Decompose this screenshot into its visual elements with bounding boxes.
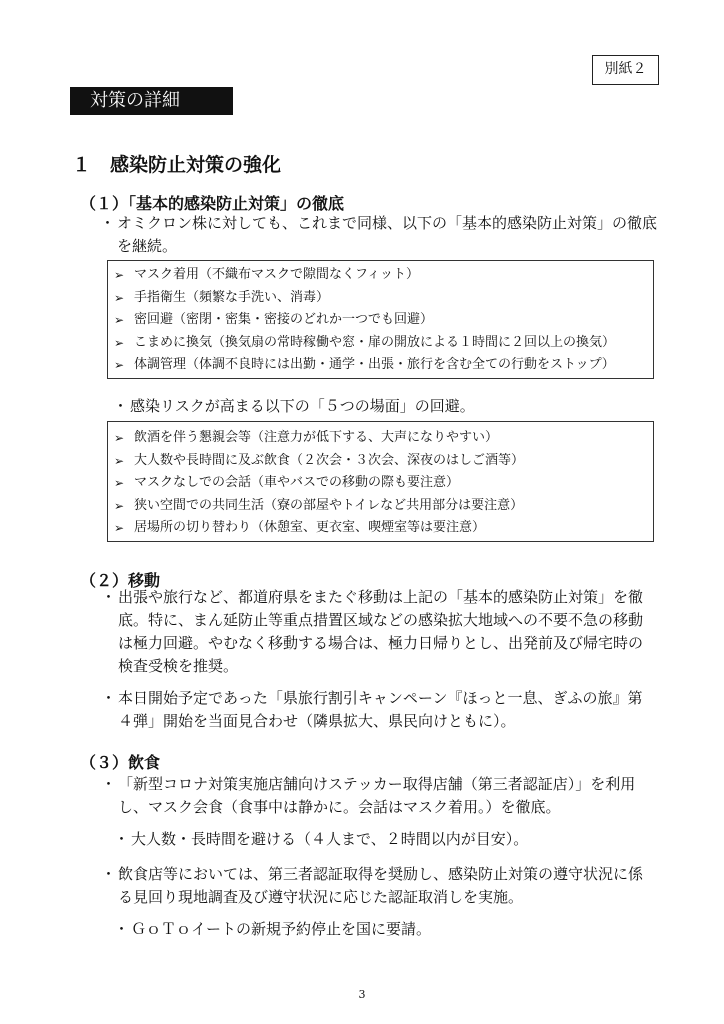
arrow-bullet-icon: ➢	[114, 431, 125, 445]
list-item: ➢ マスクなしでの会話（車やバスでの移動の際も要注意）	[108, 472, 653, 495]
intro-paragraph: ・ オミクロン株に対しても、これまで同様、以下の「基本的感染防止対策」の徹底を継続。	[100, 214, 658, 255]
page-title: 対策の詳細	[70, 87, 233, 115]
list-item: ➢ こまめに換気（換気扇の常時稼働や窓・扉の開放による１時間に２回以上の換気）	[108, 332, 653, 355]
list-item: ➢ 大人数や長時間に及ぶ飲食（２次会・３次会、深夜のはしご酒等）	[108, 450, 653, 473]
scenes-intro: ・ 感染リスクが高まる以下の「５つの場面」の回避。	[130, 395, 650, 418]
arrow-bullet-icon: ➢	[114, 453, 125, 468]
list-item: ➢ 飲酒を伴う懇親会等（注意力が低下する、大声になりやすい）	[108, 427, 653, 450]
dining-paragraph-1: ・ 「新型コロナ対策実施店舗向けステッカー取得店舗（第三者認証店）」を利用し、マスク会食（食事中は静かに。会話はマスク着用。）を徹底。	[101, 775, 636, 816]
arrow-bullet-icon: ➢	[114, 335, 125, 350]
subsection-heading-1: （１）「基本的感染防止対策」の徹底	[80, 194, 345, 213]
page-number: 3	[358, 988, 366, 1001]
list-item: ➢ 手指衛生（頻繁な手洗い、消毒）	[108, 287, 653, 310]
dining-paragraph-4: ・ ＧｏＴｏイートの新規予約停止を国に要請。	[131, 918, 651, 941]
bullet: ・	[101, 689, 117, 707]
movement-paragraph-2: ・ 本日開始予定であった「県旅行割引キャンペーン『ほっと一息、ぎふの旅』第４弾」開始を当面見合わせ（隣県拡大、県民向けともに）。	[101, 689, 643, 730]
scenes-box	[107, 421, 654, 542]
subsection-heading-2: （２）移動	[80, 571, 161, 590]
bullet: ・	[101, 775, 117, 793]
attachment-label: 別紙２	[592, 55, 659, 85]
bullet: ・	[114, 920, 130, 938]
bullet: ・	[113, 397, 129, 415]
arrow-bullet-icon: ➢	[114, 358, 125, 372]
arrow-bullet-icon: ➢	[114, 290, 125, 305]
list-item: ➢ 体調管理（体調不良時には出勤・通学・出張・旅行を含む全ての行動をストップ）	[108, 354, 653, 377]
bullet: ・	[100, 214, 116, 232]
arrow-bullet-icon: ➢	[114, 521, 125, 535]
list-item: ➢ マスク着用（不織布マスクで隙間なくフィット）	[108, 264, 653, 287]
bullet: ・	[114, 830, 130, 848]
arrow-bullet-icon: ➢	[114, 498, 125, 513]
list-item: ➢ 密回避（密閉・密集・密接のどれか一つでも回避）	[108, 309, 653, 332]
bullet: ・	[101, 588, 117, 606]
bullet: ・	[101, 865, 117, 883]
movement-paragraph-1: ・ 出張や旅行など、都道府県をまたぐ移動は上記の「基本的感染防止対策」を徹底。特に、まん延防止等重点措置区域などの感染拡大地域への不要不急の移動は極力回避。やむなく移動する場合は、極力日帰りとし、出発前及び帰宅時の検査受検を推奨。	[101, 588, 644, 675]
measures-box	[107, 260, 654, 379]
list-item: ➢ 狭い空間での共同生活（寮の部屋やトイレなど共用部分は要注意）	[108, 495, 653, 518]
arrow-bullet-icon: ➢	[114, 313, 125, 327]
arrow-bullet-icon: ➢	[114, 476, 125, 490]
dining-paragraph-2: ・ 大人数・長時間を避ける（４人まで、２時間以内が目安）。	[131, 828, 651, 851]
dining-paragraph-3: ・ 飲食店等においては、第三者認証取得を奨励し、感染防止対策の遵守状況に係る見回り現地調査及び遵守状況に応じた認証取消しを実施。	[101, 865, 644, 906]
list-item: ➢ 居場所の切り替わり（休憩室、更衣室、喫煙室等は要注意）	[108, 517, 653, 540]
subsection-heading-3: （３）飲食	[80, 753, 161, 772]
section-heading: １ 感染防止対策の強化	[72, 154, 282, 176]
arrow-bullet-icon: ➢	[114, 268, 125, 282]
